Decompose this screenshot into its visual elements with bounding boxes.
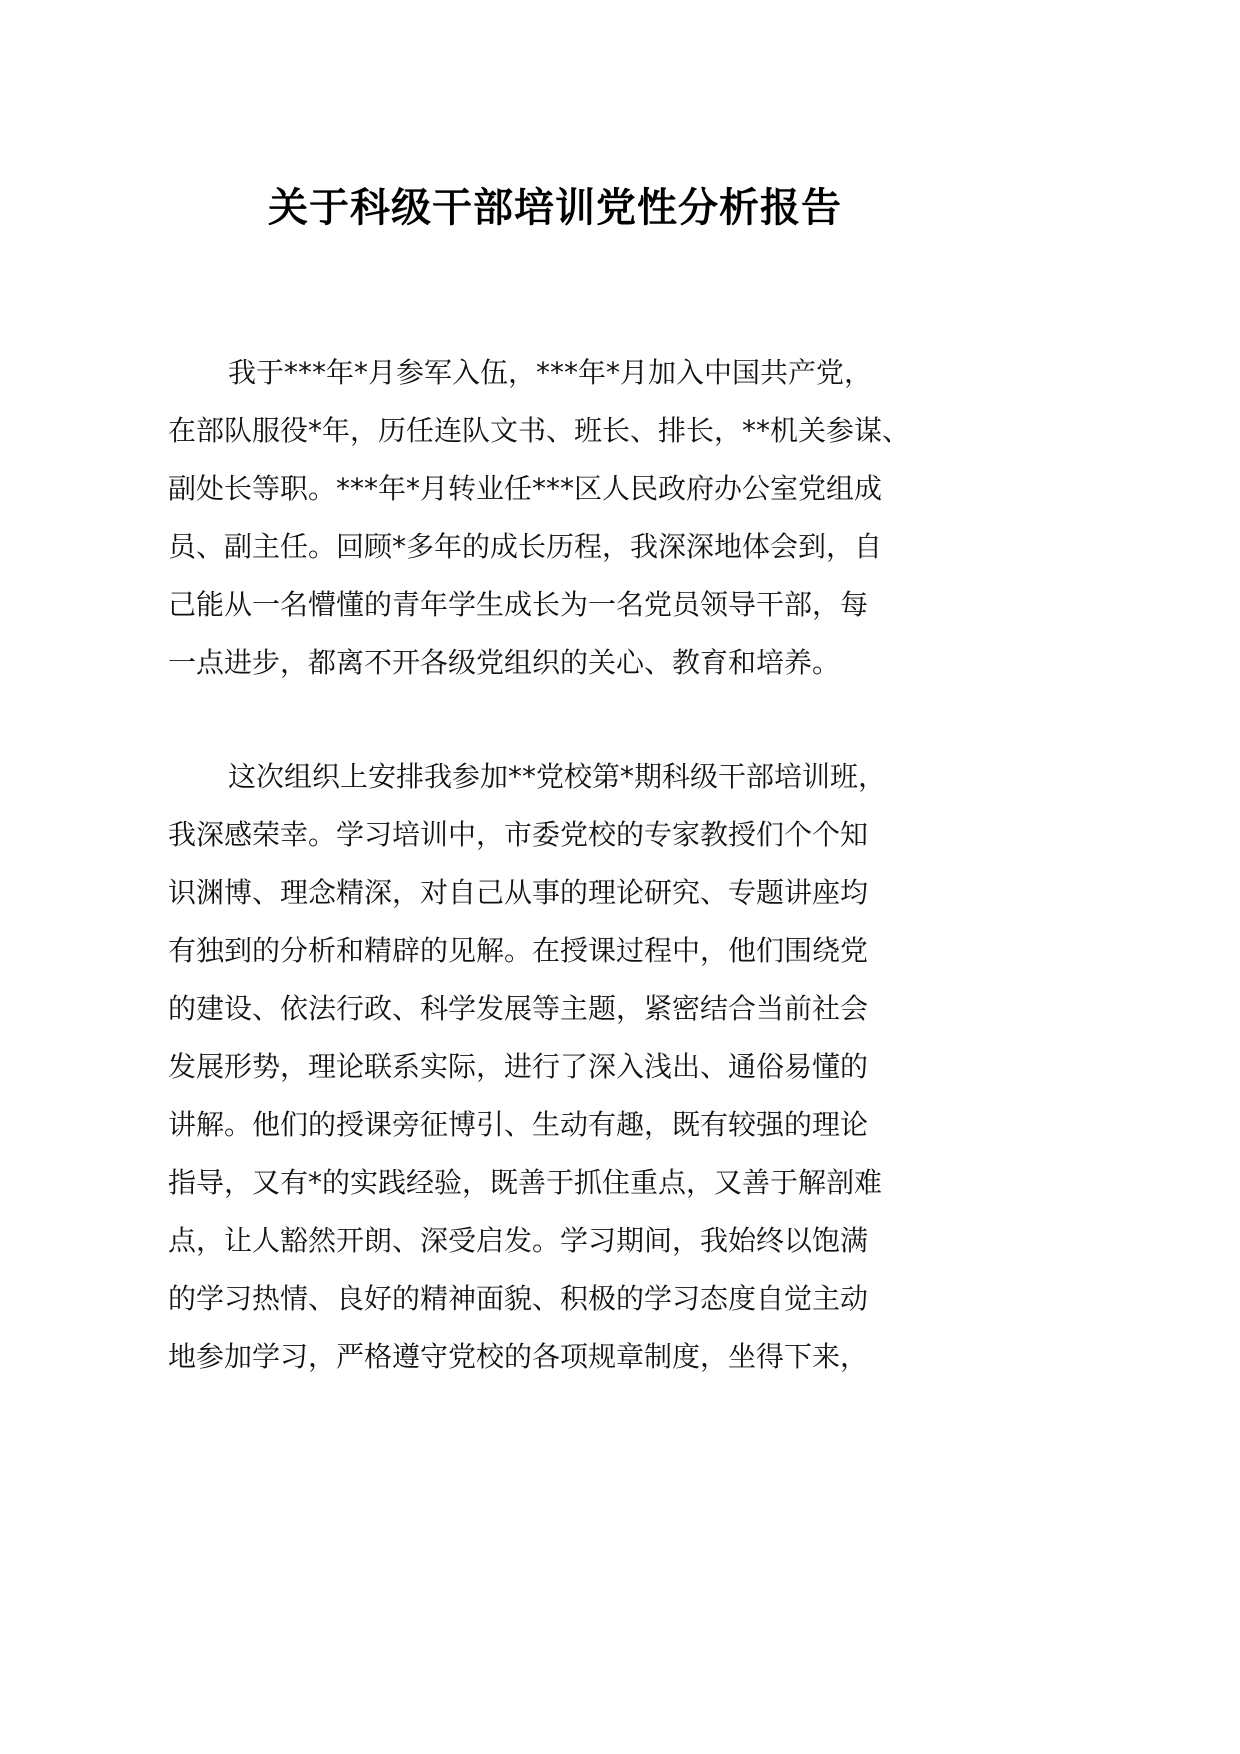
- paragraph-line: 识渊博、理念精深，对自己从事的理论研究、专题讲座均: [168, 876, 869, 909]
- paragraph-line: 的学习热情、良好的精神面貌、积极的学习态度自觉主动: [168, 1282, 869, 1315]
- paragraph-line: 的建设、依法行政、科学发展等主题，紧密结合当前社会: [168, 992, 869, 1025]
- paragraph-line: 副处长等职。***年*月转业任***区人民政府办公室党组成: [168, 472, 883, 505]
- paragraph-line: 讲解。他们的授课旁征博引、生动有趣，既有较强的理论: [168, 1108, 869, 1141]
- paragraph-line: 指导，又有*的实践经验，既善于抓住重点，又善于解剖难: [168, 1166, 883, 1199]
- paragraph-line: 我深感荣幸。学习培训中，市委党校的专家教授们个个知: [168, 818, 869, 851]
- paragraph-line: 在部队服役*年，历任连队文书、班长、排长，**机关参谋、: [168, 414, 911, 447]
- paragraph-line: 地参加学习，严格遵守党校的各项规章制度，坐得下来，: [168, 1340, 869, 1373]
- paragraph-2: [168, 748, 944, 1386]
- paragraph-line: 一点进步，都离不开各级党组织的关心、教育和培养。: [168, 646, 841, 679]
- paragraph-line: 己能从一名懵懂的青年学生成长为一名党员领导干部，每: [168, 588, 869, 621]
- paragraph-line: 员、副主任。回顾*多年的成长历程，我深深地体会到，自: [168, 530, 883, 563]
- paragraph-line: 发展形势，理论联系实际，进行了深入浅出、通俗易懂的: [168, 1050, 869, 1083]
- paragraph-line: 这次组织上安排我参加**党校第*期科级干部培训班，: [228, 760, 887, 793]
- paragraph-line: 我于***年*月参军入伍，***年*月加入中国共产党，: [228, 356, 873, 389]
- paragraph-1: [168, 344, 944, 692]
- paragraph-line: 点，让人豁然开朗、深受启发。学习期间，我始终以饱满: [168, 1224, 869, 1257]
- paragraph-line: 有独到的分析和精辟的见解。在授课过程中，他们围绕党: [168, 934, 869, 967]
- document-title: 关于科级干部培训党性分析报告: [268, 185, 842, 231]
